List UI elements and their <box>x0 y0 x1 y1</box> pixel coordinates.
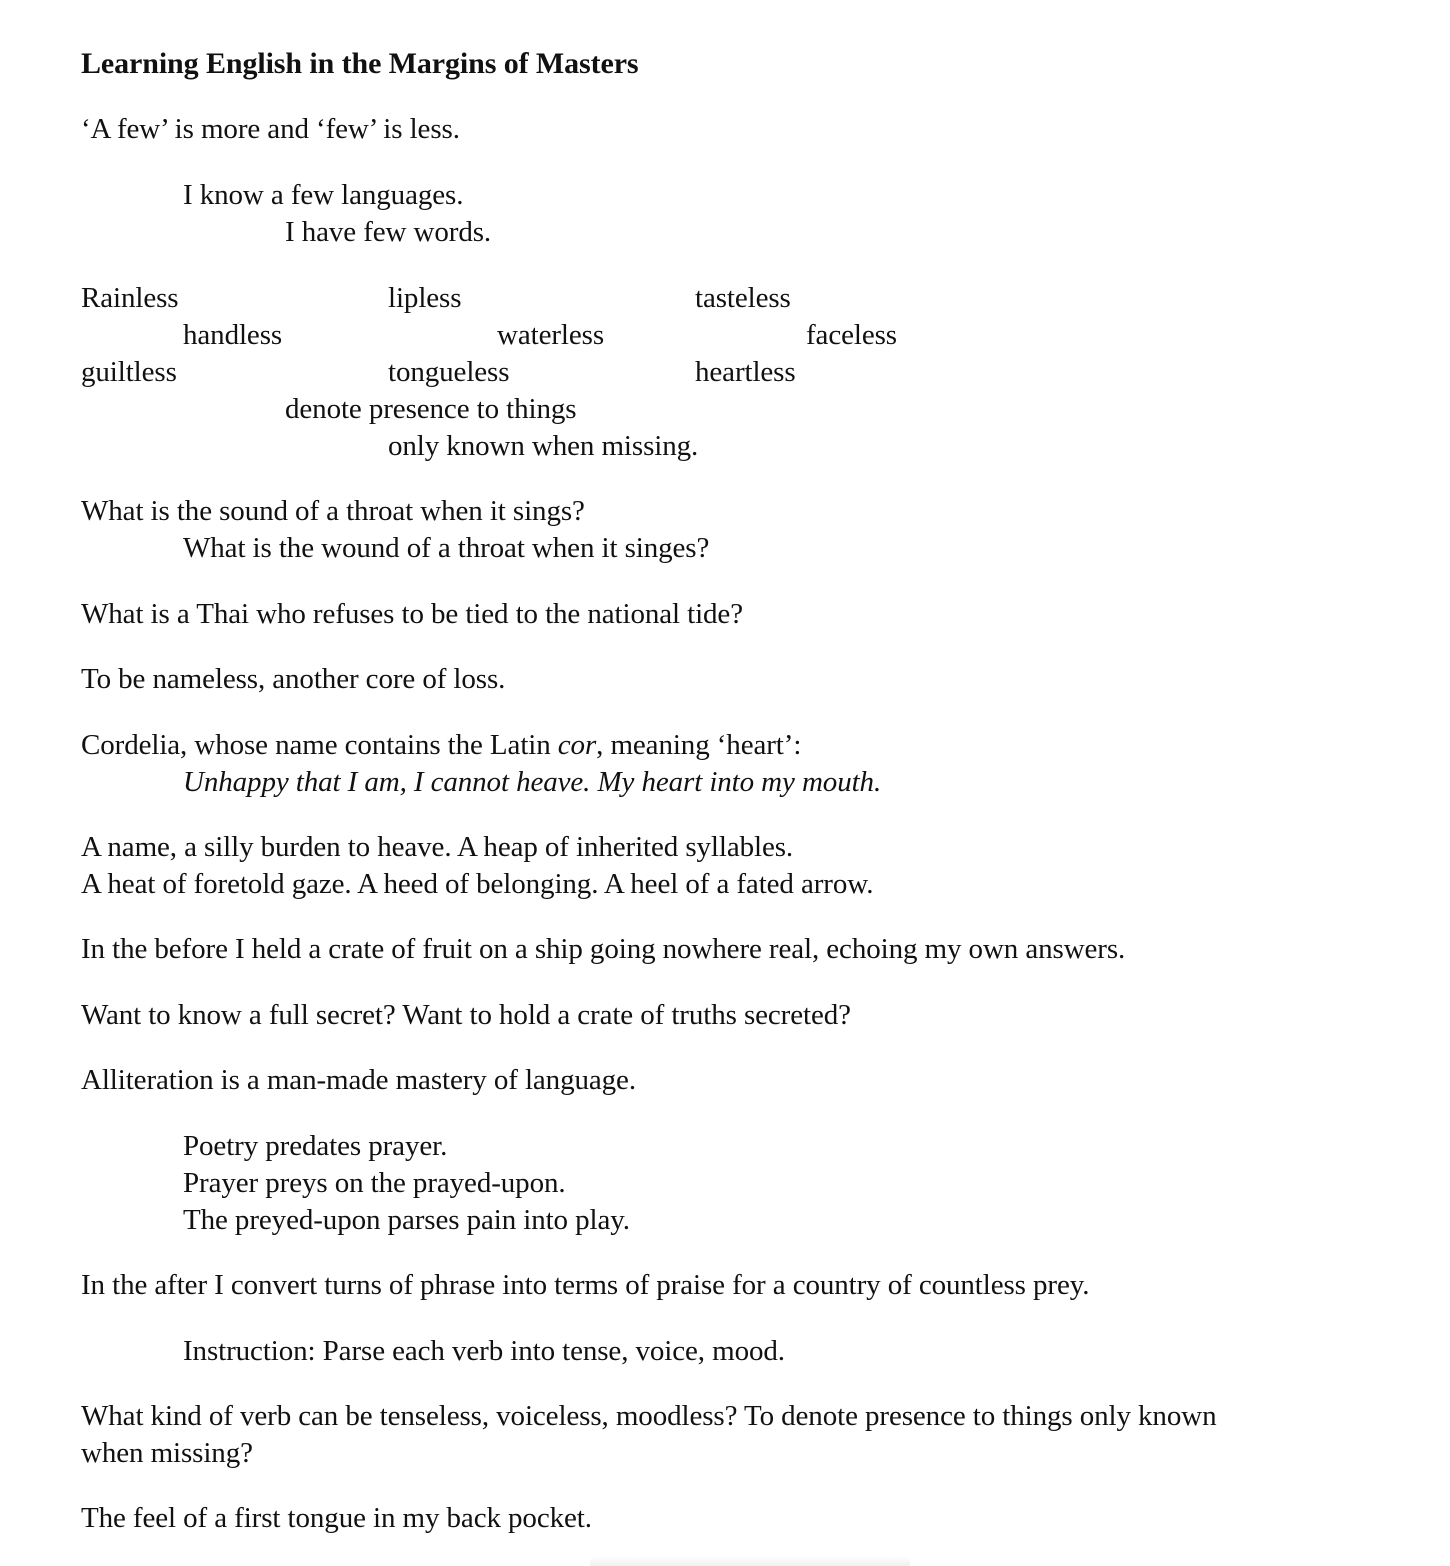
grid-word: waterless <box>497 319 605 351</box>
poem-line: denote presence to things <box>285 393 577 425</box>
poem-line: To be nameless, another core of loss. <box>81 663 506 695</box>
poem-line: Instruction: Parse each verb into tense, voice, mood. <box>183 1335 785 1367</box>
grid-word: guiltless <box>81 356 177 388</box>
cordelia-prefix: Cordelia, whose name contains the Latin <box>81 729 558 761</box>
poem-line: ‘A few’ is more and ‘few’ is less. <box>81 113 460 145</box>
grid-word: faceless <box>806 319 897 351</box>
poem-line: What is the wound of a throat when it singes? <box>183 532 710 564</box>
poem-line: In the after I convert turns of phrase into terms of praise for a country of countless prey. <box>81 1269 1090 1301</box>
grid-word: tongueless <box>388 356 510 388</box>
grid-word: Rainless <box>81 282 179 314</box>
poem-line: I know a few languages. <box>183 179 464 211</box>
latin-cor: cor <box>557 729 597 761</box>
grid-word: lipless <box>388 282 462 314</box>
cordelia-quote: Unhappy that I am, I cannot heave. My heart into my mouth. <box>183 766 882 798</box>
poem-line: A name, a silly burden to heave. A heap of inherited syllables. <box>81 831 794 863</box>
poem-line: What is the sound of a throat when it sings? <box>81 495 585 527</box>
page-edge-shadow <box>590 1556 910 1566</box>
poem-line: What is a Thai who refuses to be tied to the national tide? <box>81 598 743 630</box>
poem-line: I have few words. <box>285 216 492 248</box>
grid-word: heartless <box>695 356 796 388</box>
poem-line: In the before I held a crate of fruit on a ship going nowhere real, echoing my own answers. <box>81 933 1126 965</box>
grid-word: tasteless <box>695 282 791 314</box>
poem-line: What kind of verb can be tenseless, voiceless, moodless? To denote presence to things only known <box>81 1400 1217 1432</box>
poem-line: A heat of foretold gaze. A heed of belonging. A heel of a fated arrow. <box>81 868 874 900</box>
grid-word: handless <box>183 319 283 351</box>
poem-line: only known when missing. <box>388 430 699 462</box>
poem-line: Alliteration is a man-made mastery of language. <box>81 1064 636 1096</box>
poem-line: when missing? <box>81 1437 253 1469</box>
poem-line: Prayer preys on the prayed-upon. <box>183 1167 566 1199</box>
cordelia-line <box>81 727 801 764</box>
cordelia-suffix: , meaning ‘heart’: <box>596 729 802 761</box>
poem-title: Learning English in the Margins of Masters <box>81 47 639 80</box>
poem-line: Poetry predates prayer. <box>183 1130 448 1162</box>
poem-line: The preyed-upon parses pain into play. <box>183 1204 630 1236</box>
poem-line: The feel of a first tongue in my back pocket. <box>81 1502 592 1534</box>
poem-line: Want to know a full secret? Want to hold a crate of truths secreted? <box>81 999 851 1031</box>
